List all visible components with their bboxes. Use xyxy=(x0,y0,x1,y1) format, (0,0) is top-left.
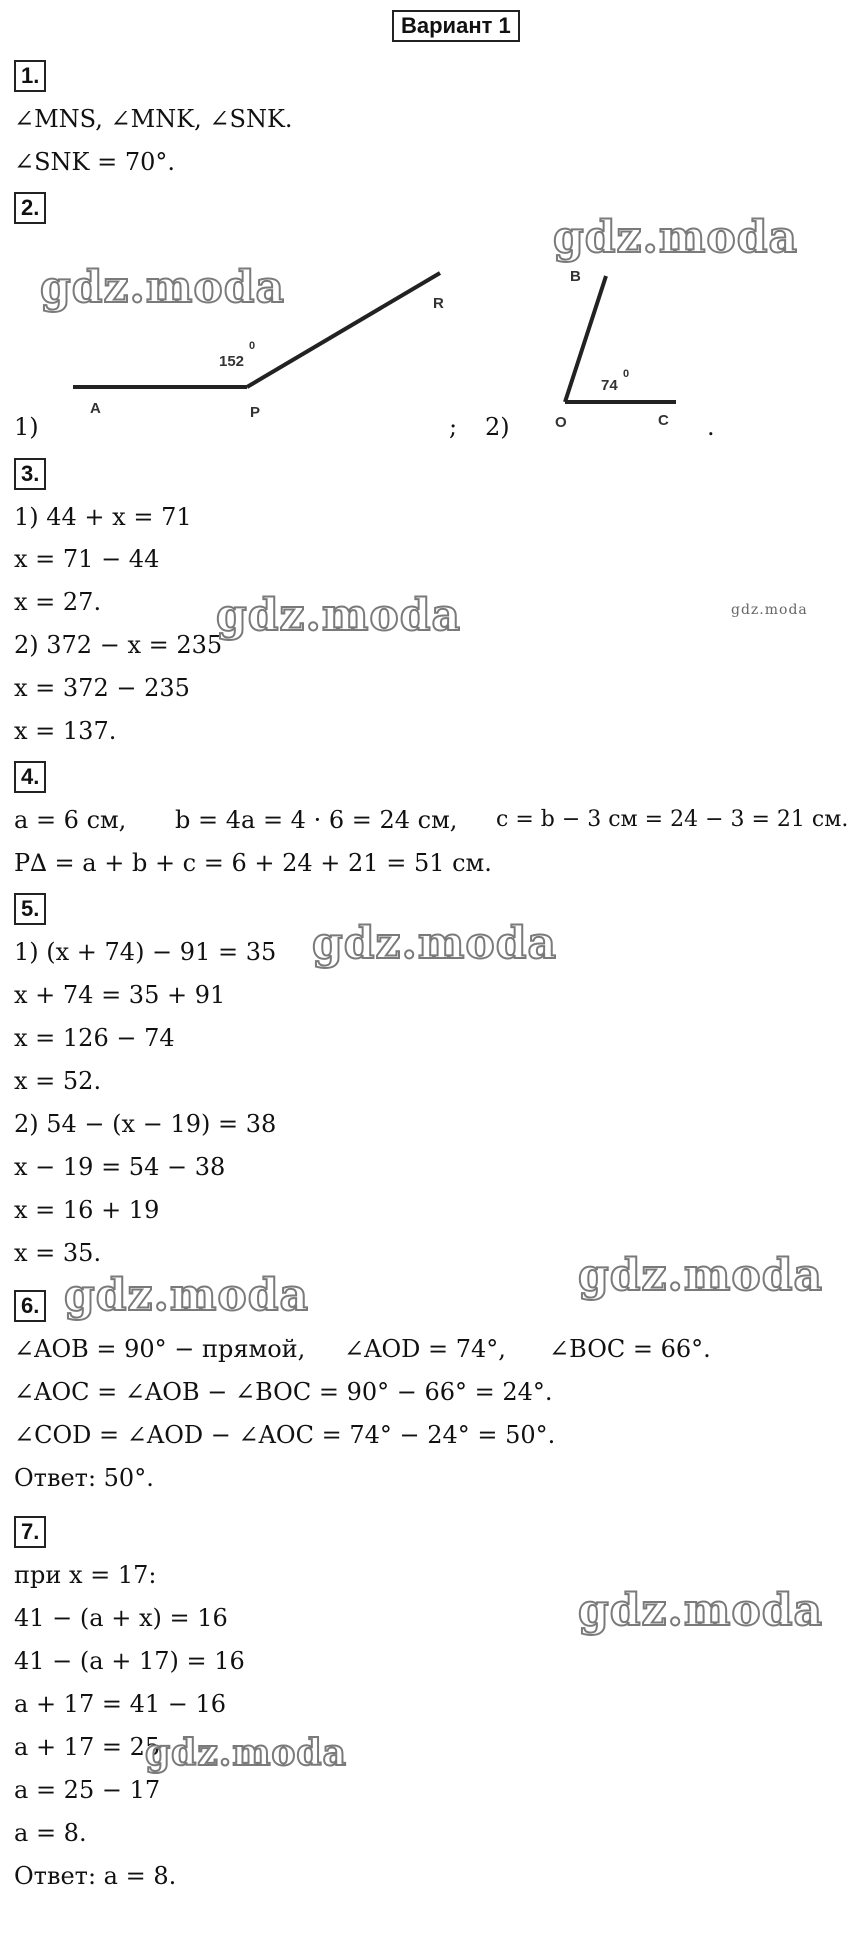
solution-line: 1) (x + 74) − 91 = 35 xyxy=(14,938,277,966)
watermark: gdz.moda xyxy=(553,212,799,263)
angle-value-label: 152 xyxy=(219,353,245,370)
point-a-label: A xyxy=(90,400,101,417)
solution-line: x = 71 − 44 xyxy=(14,545,160,573)
figure-1-label: 1) xyxy=(14,413,39,441)
solution-line: a = 6 см, xyxy=(14,806,127,834)
ray-ob xyxy=(565,276,606,402)
angle-value-label: 74 xyxy=(601,377,618,394)
solution-line: x + 74 = 35 + 91 xyxy=(14,981,226,1009)
solution-line: x = 137. xyxy=(14,717,117,745)
answer-line: Ответ: 50°. xyxy=(14,1464,154,1492)
point-b-label: B xyxy=(570,268,581,285)
solution-line: 41 − (a + x) = 16 xyxy=(14,1604,228,1632)
watermark: gdz.moda xyxy=(40,262,286,313)
solution-line: x = 27. xyxy=(14,588,102,616)
watermark: gdz.moda xyxy=(578,1250,824,1301)
watermark: gdz.moda xyxy=(312,918,558,969)
solution-line: c = b − 3 см = 24 − 3 = 21 см. xyxy=(496,807,849,832)
solution-line: 41 − (a + 17) = 16 xyxy=(14,1647,245,1675)
task-number-2: 2. xyxy=(14,192,46,224)
solution-line: ∠MNS, ∠MNK, ∠SNK. xyxy=(14,105,293,133)
degree-mark: 0 xyxy=(249,340,256,352)
watermark: gdz.moda xyxy=(64,1270,310,1321)
solution-line: b = 4a = 4 · 6 = 24 см, xyxy=(175,806,458,834)
point-o-label: O xyxy=(555,414,567,431)
task-number-5: 5. xyxy=(14,893,46,925)
solution-line: при x = 17: xyxy=(14,1561,157,1589)
separator: ; xyxy=(449,413,458,441)
solution-line: ∠AOD = 74°, xyxy=(344,1335,506,1363)
degree-mark: 0 xyxy=(623,368,630,380)
watermark: gdz.moda xyxy=(145,1732,347,1774)
task-number-4: 4. xyxy=(14,761,46,793)
point-c-label: C xyxy=(658,412,669,429)
solution-line: a + 17 = 41 − 16 xyxy=(14,1690,227,1718)
solution-line: x = 52. xyxy=(14,1067,102,1095)
solution-line: ∠AOB = 90° − прямой, xyxy=(14,1335,306,1363)
solution-line: x = 372 − 235 xyxy=(14,674,190,702)
point-r-label: R xyxy=(433,295,444,312)
solution-line: x − 19 = 54 − 38 xyxy=(14,1153,226,1181)
solution-line: x = 126 − 74 xyxy=(14,1024,175,1052)
solution-line: a = 25 − 17 xyxy=(14,1776,161,1804)
solution-line: ∠AOC = ∠AOB − ∠BOC = 90° − 66° = 24°. xyxy=(14,1378,553,1406)
solution-line: x = 16 + 19 xyxy=(14,1196,160,1224)
end-dot: . xyxy=(707,413,715,441)
task-number-3: 3. xyxy=(14,458,46,490)
solution-line: x = 35. xyxy=(14,1239,102,1267)
solution-line: a = 8. xyxy=(14,1819,87,1847)
figure-2-label: 2) xyxy=(485,413,510,441)
watermark: gdz.moda xyxy=(216,590,462,641)
solution-line: ∠COD = ∠AOD − ∠AOC = 74° − 24° = 50°. xyxy=(14,1421,556,1449)
task-number-7: 7. xyxy=(14,1516,46,1548)
solution-line: 1) 44 + x = 71 xyxy=(14,503,192,531)
answer-line: Ответ: a = 8. xyxy=(14,1862,177,1890)
task-number-1: 1. xyxy=(14,60,46,92)
solution-line: P∆ = a + b + c = 6 + 24 + 21 = 51 см. xyxy=(14,849,492,877)
watermark: gdz.moda xyxy=(731,602,808,618)
solution-line: ∠BOC = 66°. xyxy=(549,1335,711,1363)
solution-line: 2) 372 − x = 235 xyxy=(14,631,223,659)
solution-line: 2) 54 − (x − 19) = 38 xyxy=(14,1110,277,1138)
point-p-label: P xyxy=(250,404,261,421)
watermark: gdz.moda xyxy=(578,1585,824,1636)
variant-title: Вариант 1 xyxy=(392,10,520,42)
solution-line: a + 17 = 25 xyxy=(14,1733,161,1761)
solution-line: ∠SNK = 70°. xyxy=(14,148,176,176)
task-number-6: 6. xyxy=(14,1290,46,1322)
